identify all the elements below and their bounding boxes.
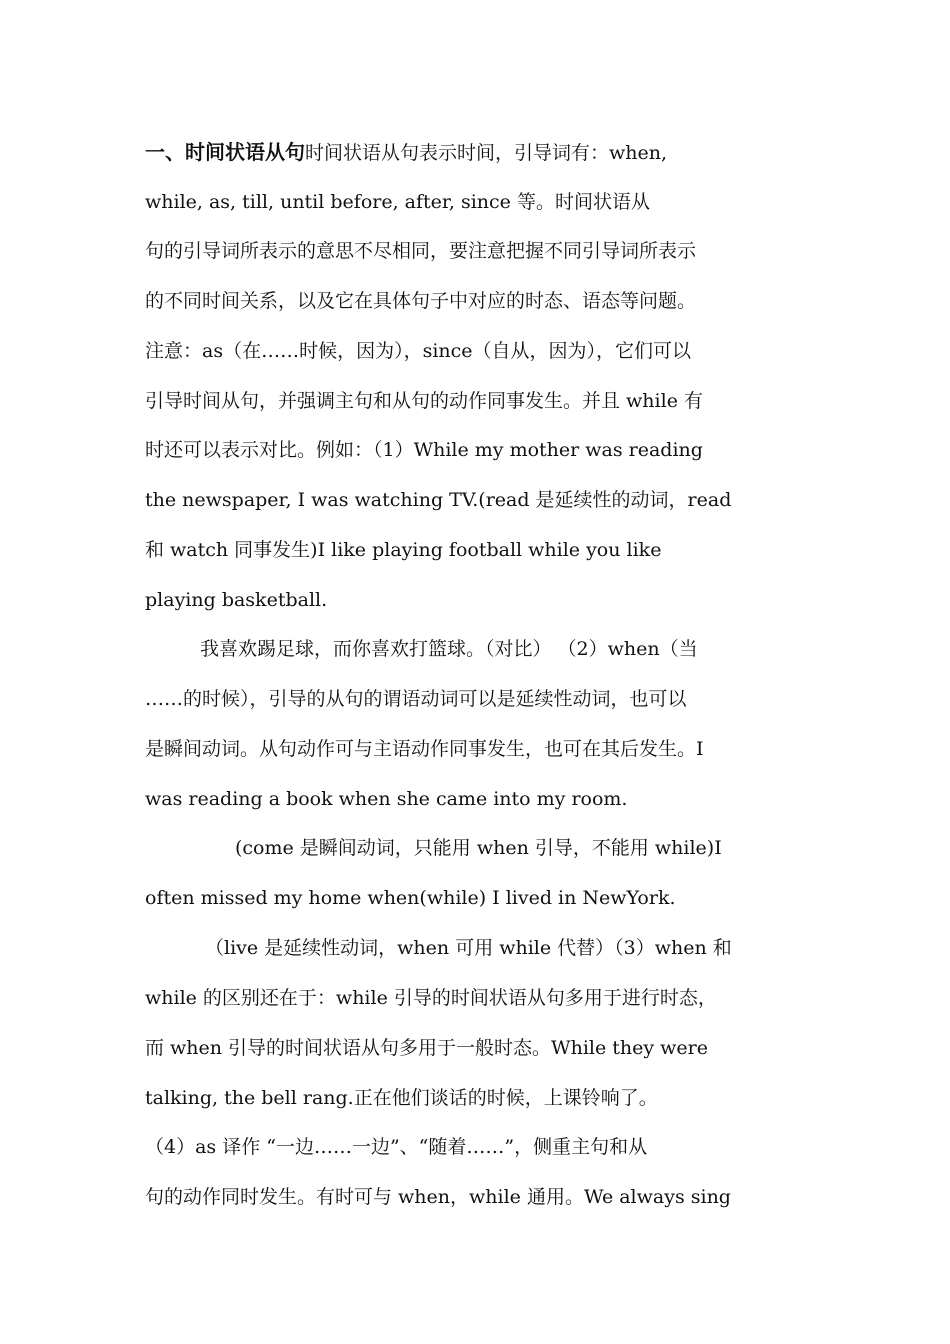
- paragraph-line-18: while 的区别还在于：while 引导的时间状语从句多用于进行时态，: [145, 987, 717, 1009]
- paragraph-line-5: 注意：as（在……时候，因为），since（自从，因为），它们可以: [145, 340, 692, 362]
- paragraph-line-8: the newspaper, I was watching TV.(read 是延续性的动词，read: [145, 489, 732, 511]
- paragraph-line-6: 引导时间从句，并强调主句和从句的动作同事发生。并且 while 有: [145, 390, 703, 412]
- paragraph-line-4: 的不同时间关系，以及它在具体句子中对应的时态、语态等问题。: [145, 290, 697, 312]
- paragraph-line-9: 和 watch 同事发生)I like playing football while you like: [145, 539, 662, 561]
- paragraph-line-10: playing basketball.: [145, 589, 328, 611]
- section-heading: 一、时间状语从句: [145, 140, 305, 164]
- paragraph-line-22: 句的动作同时发生。有时可与 when，while 通用。We always sing: [145, 1186, 731, 1208]
- paragraph-line-21: （4）as 译作 “一边……一边”、“随着……”，侧重主句和从: [145, 1136, 648, 1158]
- paragraph-line-19: 而 when 引导的时间状语从句多用于一般时态。While they were: [145, 1037, 708, 1059]
- paragraph-line-13: 是瞬间动词。从句动作可与主语动作同事发生，也可在其后发生。I: [145, 738, 704, 760]
- paragraph-line-15: (come 是瞬间动词，只能用 when 引导，不能用 while)I: [235, 837, 722, 859]
- line-text: 时间状语从句表示时间，引导词有：when,: [305, 142, 668, 164]
- paragraph-line-2: while, as, till, until before, after, since 等。时间状语从: [145, 191, 650, 213]
- paragraph-line-3: 句的引导词所表示的意思不尽相同，要注意把握不同引导词所表示: [145, 240, 697, 262]
- paragraph-line-17: （live 是延续性动词，when 可用 while 代替）（3）when 和: [205, 937, 732, 959]
- paragraph-line-1: [145, 139, 667, 166]
- paragraph-line-12: ……的时候），引导的从句的谓语动词可以是延续性动词，也可以: [145, 688, 687, 710]
- paragraph-line-11: 我喜欢踢足球，而你喜欢打篮球。（对比） （2）when（当: [200, 638, 698, 660]
- paragraph-line-7: 时还可以表示对比。例如：（1）While my mother was reading: [145, 439, 703, 461]
- paragraph-line-16: often missed my home when(while) I lived in NewYork.: [145, 887, 676, 909]
- paragraph-line-20: talking, the bell rang.正在他们谈话的时候，上课铃响了。: [145, 1087, 658, 1109]
- paragraph-line-14: was reading a book when she came into my room.: [145, 788, 628, 810]
